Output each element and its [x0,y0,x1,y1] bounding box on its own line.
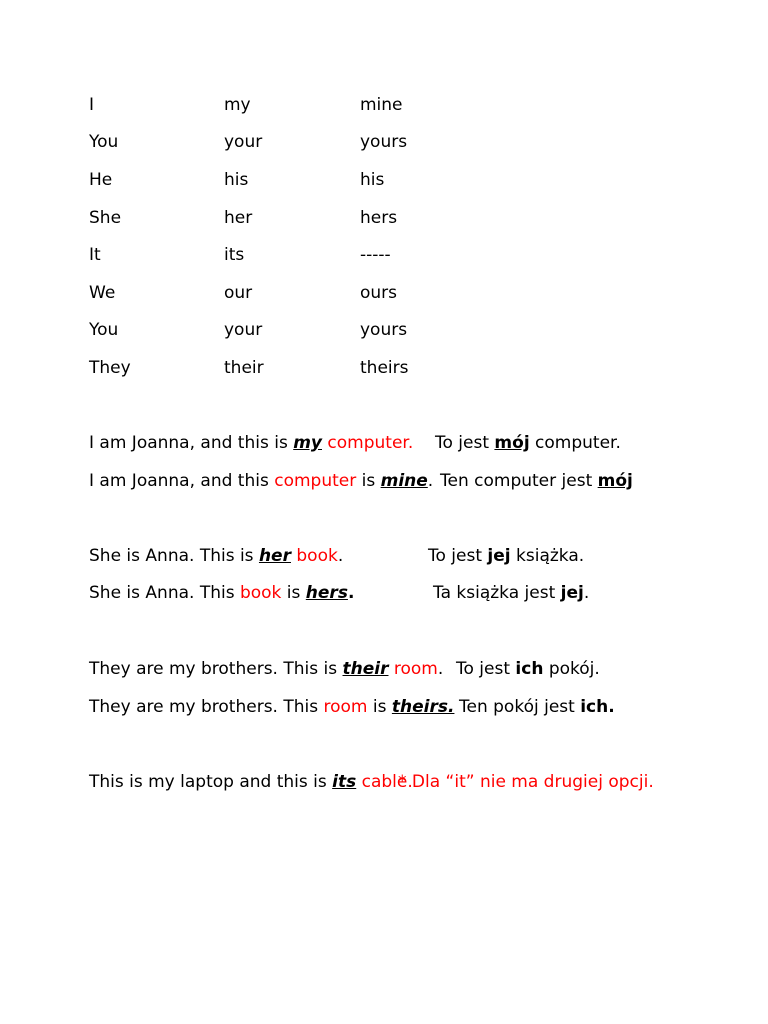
polish-possessive: mój [597,471,633,491]
subject-pronoun: I [89,95,95,115]
noun: book [239,583,282,603]
example-laptop: This is my laptop and this is its cable. [89,772,413,792]
noun: cable. [356,772,413,792]
noun: room [388,659,438,679]
noun: computer. [322,433,414,453]
possessive-word: mine [380,471,428,491]
subject-pronoun: They [89,358,131,378]
example-joanna-pronoun: I am Joanna, and this computer is mine. [89,471,434,491]
possessive-word: hers [305,583,348,603]
subject-pronoun: We [89,283,116,303]
translation-joanna-pronoun: Ten computer jest mój [440,471,633,491]
possessive-word: my [293,433,322,453]
translation-joanna-adjective: To jest mój computer. [435,433,621,453]
noun: book [290,546,338,566]
subject-pronoun: He [89,170,113,190]
possessive-pronoun: mine [360,95,403,115]
possessive-adjective: my [224,95,251,115]
possessive-word: theirs. [391,697,455,717]
possessive-adjective: our [224,283,253,303]
example-brothers-pronoun: They are my brothers. This room is theirs. [89,697,455,717]
translation-anna-pronoun: Ta książka jest jej. [433,583,590,603]
polish-possessive: jej [560,583,584,603]
possessive-adjective: your [224,132,263,152]
possessive-word: her [258,546,291,566]
possessive-word: their [342,659,389,679]
translation-anna-adjective: To jest jej książka. [428,546,585,566]
possessive-adjective: its [224,245,245,265]
translation-brothers-pronoun: Ten pokój jest ich. [459,697,615,717]
possessive-pronoun: yours [360,132,408,152]
subject-pronoun: It [89,245,101,265]
subject-pronoun: She [89,208,122,228]
possessive-pronoun: his [360,170,385,190]
possessive-adjective: her [224,208,253,228]
possessive-pronoun: theirs [360,358,409,378]
polish-possessive: mój [494,433,530,453]
example-anna-adjective: She is Anna. This is her book. [89,546,344,566]
possessive-word: its [332,772,357,792]
polish-possessive: ich. [580,697,615,717]
polish-possessive: ich [515,659,544,679]
polish-possessive: jej [487,546,511,566]
possessive-adjective: his [224,170,249,190]
noun: room [323,697,368,717]
possessive-pronoun: hers [360,208,398,228]
noun: computer [274,471,357,491]
note-it: * Dla “it” nie ma drugiej opcji. [398,772,654,792]
possessive-pronoun: ours [360,283,398,303]
example-brothers-adjective: They are my brothers. This is their room. [89,659,444,679]
possessive-pronoun: yours [360,320,408,340]
translation-brothers-adjective: To jest ich pokój. [456,659,600,679]
example-joanna-adjective: I am Joanna, and this is my computer. [89,433,414,453]
possessive-adjective: your [224,320,263,340]
subject-pronoun: You [89,132,119,152]
example-anna-pronoun: She is Anna. This book is hers. [89,583,355,603]
possessive-pronoun: ----- [360,245,391,265]
possessive-adjective: their [224,358,264,378]
subject-pronoun: You [89,320,119,340]
